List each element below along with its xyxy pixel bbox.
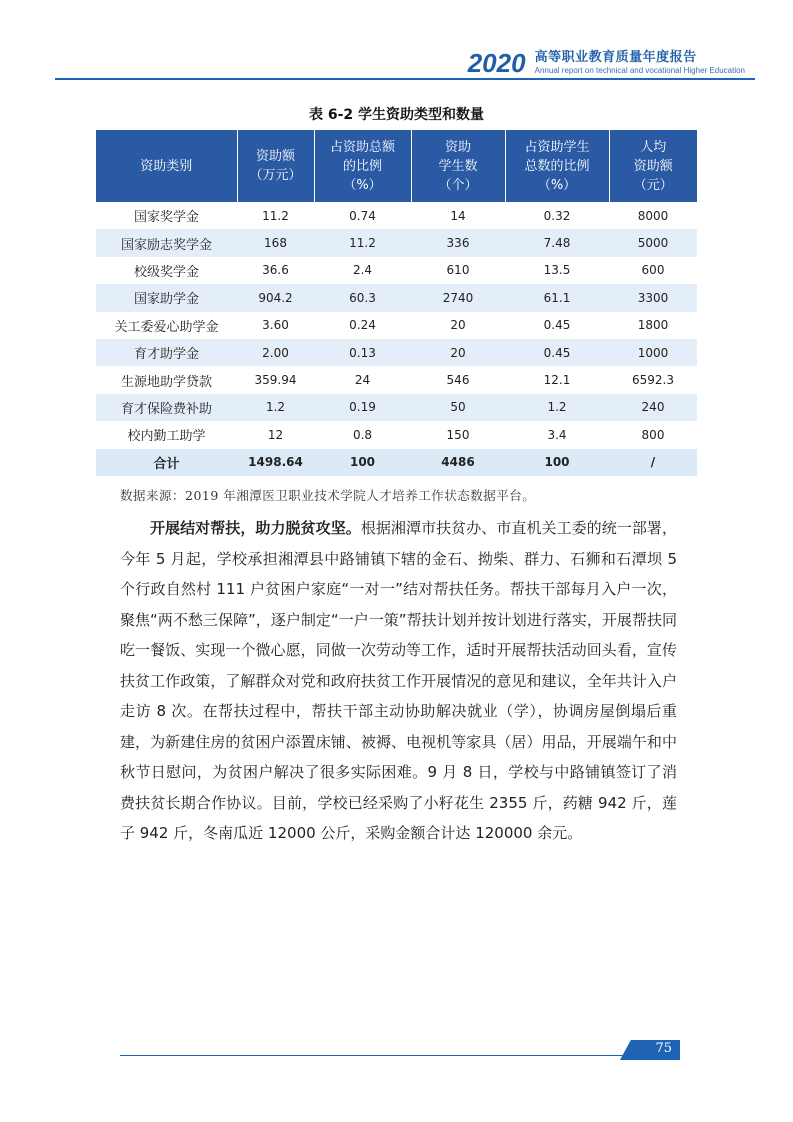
column-header-line: 学生数 <box>438 158 478 174</box>
table-cell-value: 14 <box>450 208 466 223</box>
table-cell-value: 600 <box>641 263 665 278</box>
table-cell-value: 336 <box>411 229 505 256</box>
table-cell-value: 20 <box>450 318 466 333</box>
column-header-4 <box>505 130 609 202</box>
body-paragraph <box>120 513 677 849</box>
table-cell-value: 1000 <box>609 339 697 366</box>
column-header-line: 占资助总额 <box>329 139 395 155</box>
table-cell-category: 育才助学金 <box>96 339 237 366</box>
table-cell-value: 20 <box>411 339 505 366</box>
table-cell-value: 0.32 <box>543 208 571 223</box>
report-logo <box>468 50 745 76</box>
table-cell-value: 168 <box>237 229 314 256</box>
table-total-row <box>96 449 697 476</box>
table-row <box>96 312 697 339</box>
column-header-line: （%） <box>343 177 382 193</box>
table-cell-category: 关工委爱心助学金 <box>114 319 219 335</box>
table-row <box>96 394 697 421</box>
table-row <box>96 202 697 229</box>
table-cell-value: 546 <box>446 373 470 388</box>
report-subtitle: Annual report on technical and vocational Higher Education <box>534 66 745 75</box>
table-header-row <box>96 130 697 202</box>
table-cell-value: 0.8 <box>352 427 373 442</box>
table-cell-value: 100 <box>505 449 609 476</box>
table-cell-value: 2.4 <box>352 263 373 278</box>
paragraph-text: 根据湘潭市扶贫办、市直机关工委的统一部署，今年 5 月起，学校承担湘潭县中路铺镇下辖的金石、拗柴、群力、石狮和石潭坝 5 个行政自然村 111 户贫困户家庭“一对一”结对帮扶任务。帮扶干部每月入户一次，聚焦“两不愁三保障”，逐户制定“一户一策”帮扶计划并按计划进行落实，开展帮扶同吃一餐饭、实现一个微心愿，同做一次劳动等工作，适时开展帮扶活动回头看，宣传扶贫工作政策，了解群众对党和政府扶贫工作开展情况的意见和建议，全年共计入户走访 8 次。在帮扶过程中，帮扶干部主动协助解决就业（学），协调房屋倒塌后重建，为新建住房的贫困户添置床铺、被褥、电视机等家具（居）用品，开展端午和中秋节日慰问，为贫困户解决了很多实际困难。9 月 8 日，学校与中路铺镇签订了消费扶贫长期合作协议。目前，学校已经采购了小籽花生 2355 斤，药糖 942 斤，莲子 942 斤，冬南瓜近 12000 公斤，采购金额合计达 120000 余元。 <box>120 519 677 842</box>
table-cell-value: 800 <box>641 427 665 442</box>
table-cell-value: 61.1 <box>505 284 609 311</box>
aid-table <box>96 130 697 476</box>
column-header-line: （元） <box>633 177 673 193</box>
table-cell-category: 合计 <box>96 449 237 476</box>
table-cell-value: 150 <box>446 427 470 442</box>
table-cell-category: 校级奖学金 <box>133 264 199 280</box>
column-header-line: 总数的比例 <box>524 158 590 174</box>
table-cell-value: 50 <box>411 394 505 421</box>
column-header-line: 资助额 <box>633 158 673 174</box>
column-header-3 <box>411 130 505 202</box>
table-cell-value: 11.2 <box>262 208 289 223</box>
table-cell-value: 0.19 <box>314 394 411 421</box>
data-source-note: 数据来源：2019 年湘潭医卫职业技术学院人才培养工作状态数据平台。 <box>120 488 536 503</box>
table-cell-value: 0.45 <box>543 318 571 333</box>
table-cell-category: 国家助学金 <box>96 284 237 311</box>
table-cell-value: 3300 <box>609 284 697 311</box>
table-cell-value: 0.13 <box>314 339 411 366</box>
table-cell-value: 7.48 <box>505 229 609 256</box>
footer-divider <box>120 1055 650 1056</box>
header-divider <box>55 78 755 80</box>
column-header-line: （个） <box>438 177 478 193</box>
table-cell-value: 12.1 <box>543 373 571 388</box>
table-cell-value: 2740 <box>411 284 505 311</box>
table-cell-value: 359.94 <box>254 373 297 388</box>
table-row <box>96 284 697 311</box>
table-cell-value: 24 <box>354 373 371 388</box>
table-cell-category: 国家励志奖学金 <box>96 229 237 256</box>
table-cell-value: 1.2 <box>505 394 609 421</box>
column-header-line: 人均 <box>640 139 667 155</box>
report-year: 2020 <box>467 48 526 78</box>
column-header-5 <box>609 130 697 202</box>
table-cell-value: 8000 <box>637 208 669 223</box>
table-cell-value: 11.2 <box>314 229 411 256</box>
table-row <box>96 257 697 284</box>
page-number: 75 <box>655 1041 672 1056</box>
table-cell-value: 3.4 <box>547 427 567 442</box>
table-cell-value: 6592.3 <box>632 373 674 388</box>
table-cell-value: 3.60 <box>262 318 289 333</box>
table-cell-value: 0.24 <box>349 318 376 333</box>
page-footer <box>120 1040 680 1060</box>
table-cell-category: 校内勤工助学 <box>127 429 206 445</box>
column-header-line: 资助 <box>444 139 471 155</box>
table-cell-value: 1.2 <box>237 394 314 421</box>
column-header-line: 占资助学生 <box>524 139 590 155</box>
table-cell-value: 1498.64 <box>237 449 314 476</box>
column-header-line: 资助类别 <box>140 158 193 174</box>
table-cell-value: 12 <box>267 427 284 442</box>
table-cell-value: 0.45 <box>505 339 609 366</box>
table-cell-value: 2.00 <box>237 339 314 366</box>
table-caption: 表 6-2 学生资助类型和数量 <box>308 107 485 123</box>
table-cell-value: 0.74 <box>349 208 376 223</box>
table-row <box>96 366 697 393</box>
table-cell-value: 904.2 <box>237 284 314 311</box>
table-row <box>96 421 697 448</box>
table-cell-category: 国家奖学金 <box>133 210 199 226</box>
table-cell-value: 240 <box>609 394 697 421</box>
column-header-2 <box>314 130 411 202</box>
table-cell-value: 60.3 <box>314 284 411 311</box>
column-header-line: 资助额 <box>255 149 295 164</box>
column-header-line: （%） <box>537 177 577 193</box>
table-cell-value: 36.6 <box>262 263 289 278</box>
column-header-0 <box>96 130 237 202</box>
table-cell-value: 610 <box>446 263 470 278</box>
table-cell-value: 5000 <box>609 229 697 256</box>
table-cell-value: 4486 <box>411 449 505 476</box>
table-cell-value: 13.5 <box>543 263 571 278</box>
report-title: 高等职业教育质量年度报告 <box>534 50 697 65</box>
paragraph-lead: 开展结对帮扶，助力脱贫攻坚。 <box>150 519 361 537</box>
table-row <box>96 339 697 366</box>
table-cell-value: 1800 <box>637 318 669 333</box>
table-cell-value: 100 <box>314 449 411 476</box>
column-header-1 <box>237 130 314 202</box>
page-header <box>0 0 793 92</box>
table-cell-category: 生源地助学贷款 <box>120 374 212 390</box>
table-cell-category: 育才保险费补助 <box>96 394 237 421</box>
table-row <box>96 229 697 256</box>
table-body <box>96 202 697 476</box>
column-header-line: （万元） <box>249 168 302 183</box>
table-cell-value: / <box>609 449 697 476</box>
column-header-line: 的比例 <box>342 158 382 174</box>
